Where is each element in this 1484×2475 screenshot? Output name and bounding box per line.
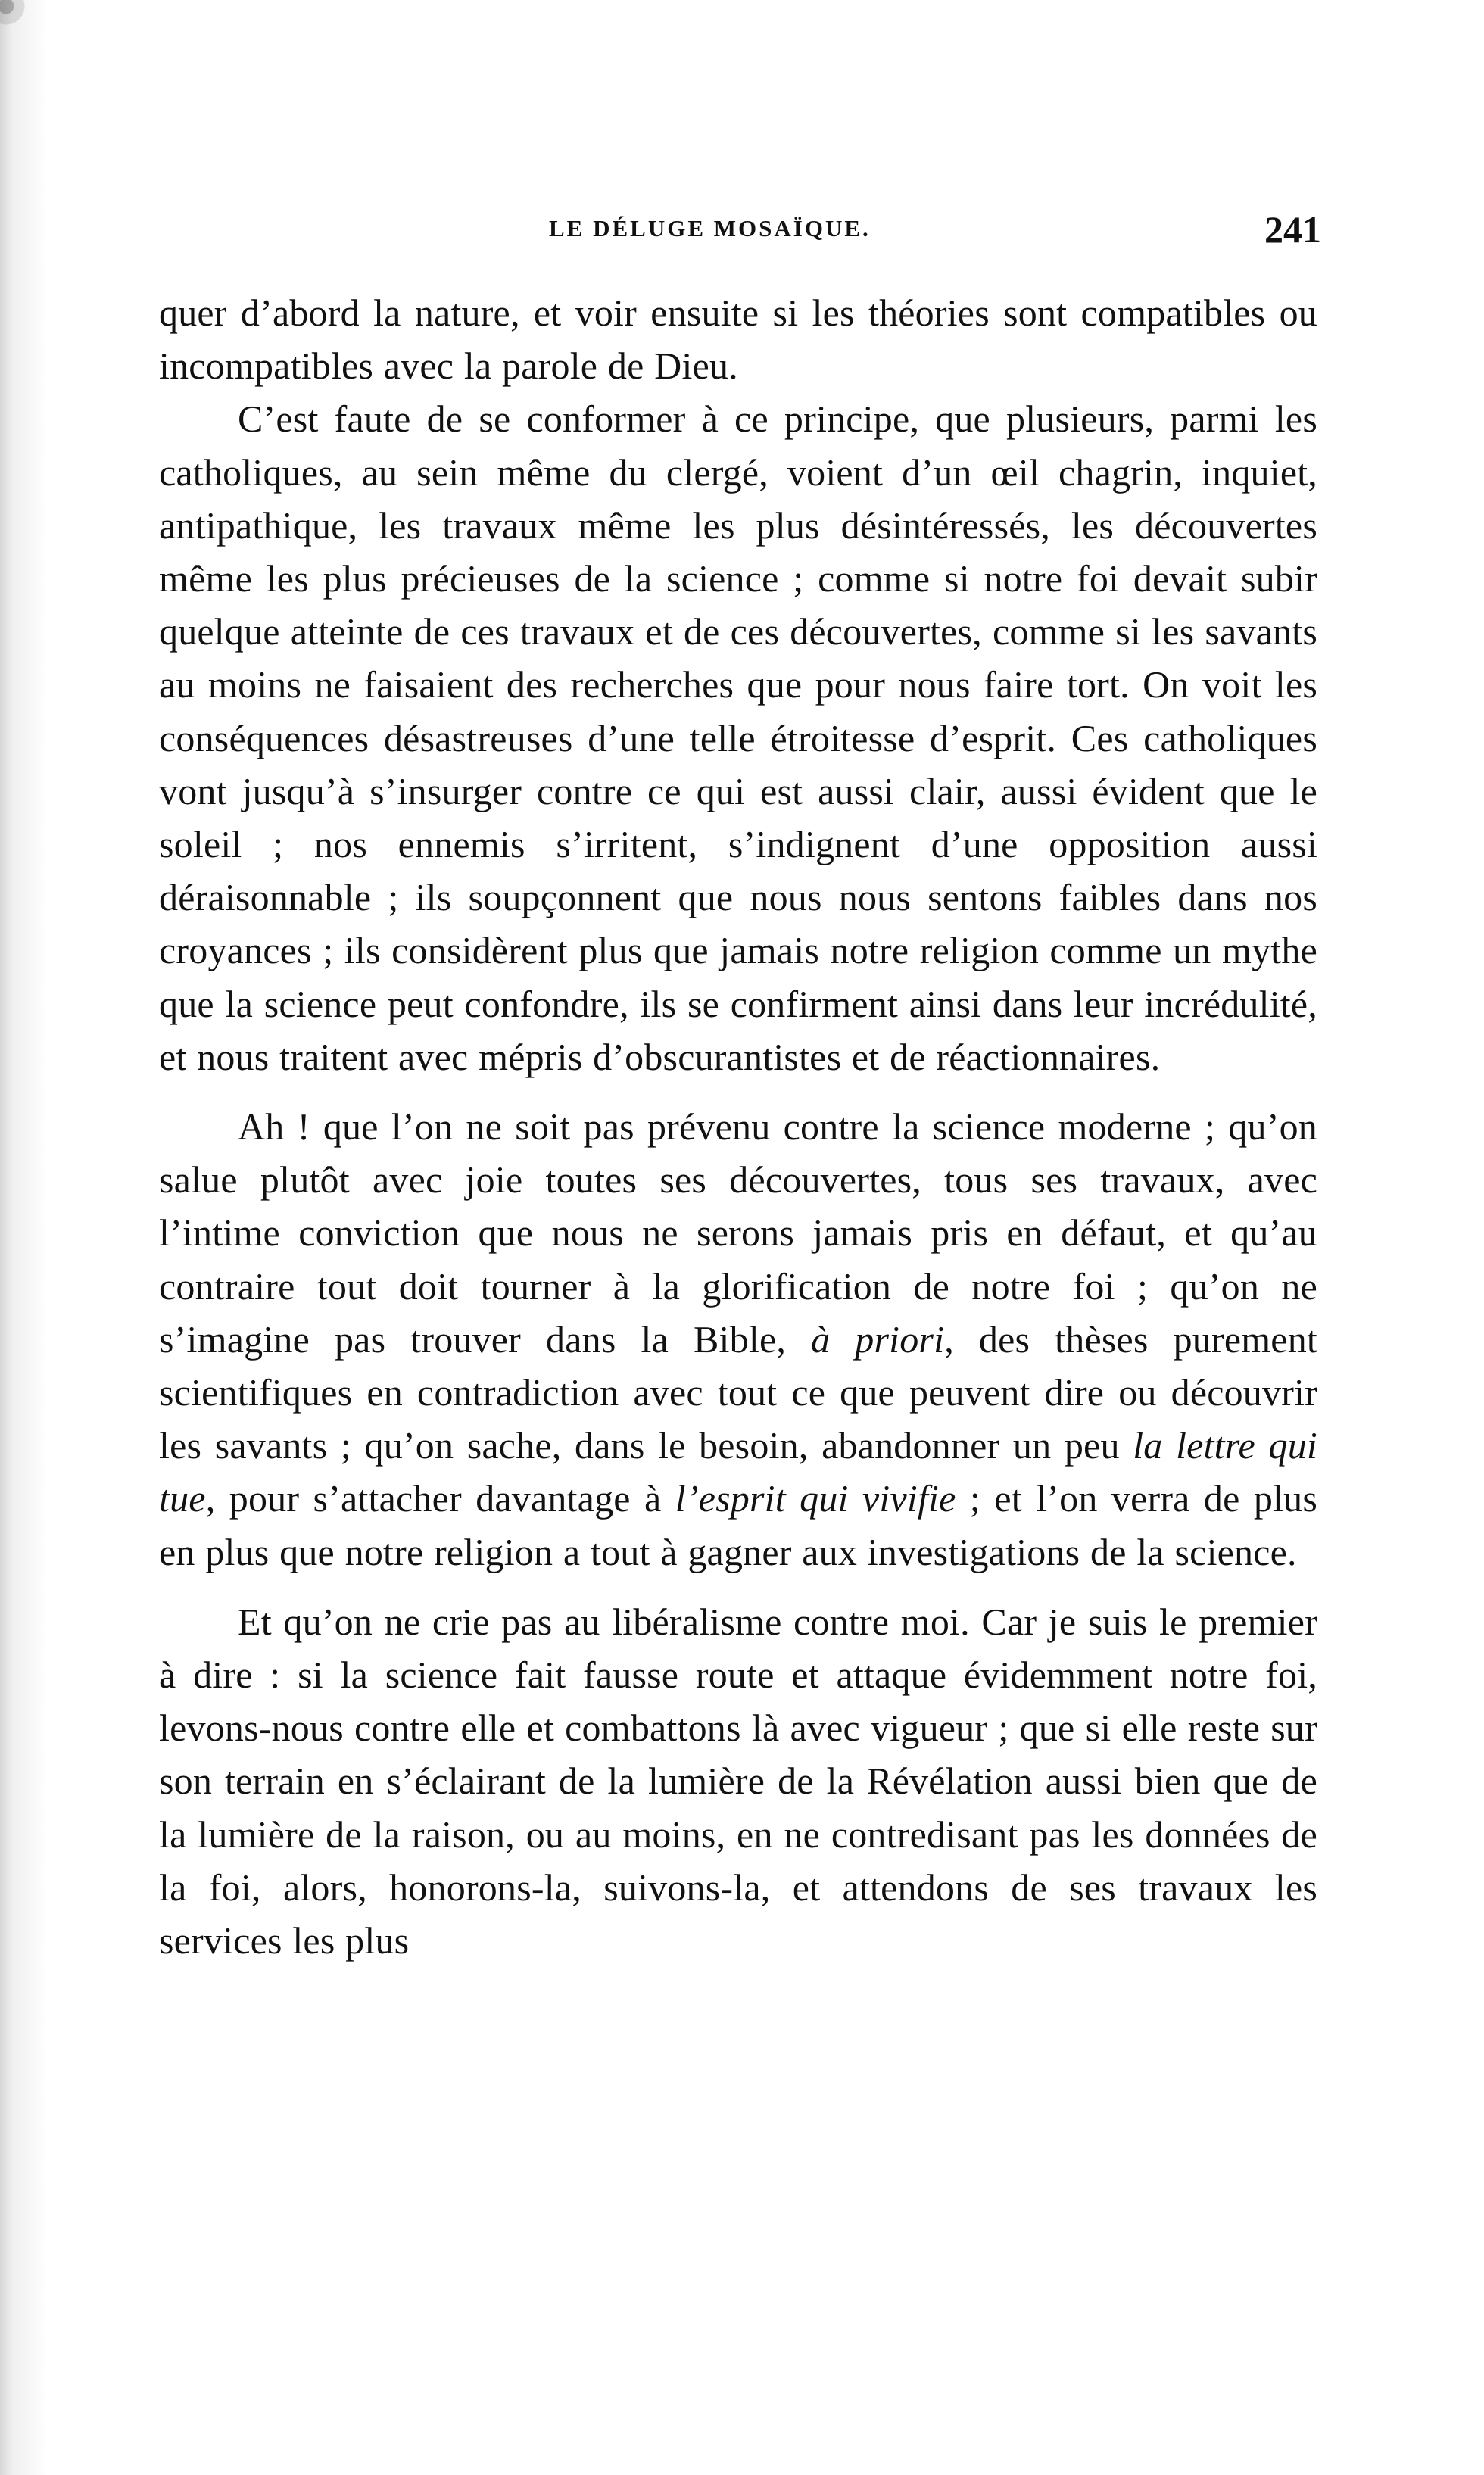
running-head: LE DÉLUGE MOSAÏQUE. [549, 215, 871, 242]
paragraph-continuation: quer d’abord la nature, et voir ensuite si les théories sont compatibles ou incompatibles avec la parole de Dieu. [159, 291, 1317, 388]
paragraph-text-segment: , pour s’attacher davantage à [205, 1477, 675, 1520]
paragraph-liberalisme: Et qu’on ne crie pas au libéralisme contre moi. Car je suis le premier à dire : si la science fait fausse route et attaque évidemment notre foi, levons-nous contre elle et combattons là avec vigueur ; que si elle reste sur son terrain en s’éclairant de la lumière de la Révélation aussi bien que de la lumière de la raison, ou au moins, en ne contredisant pas les données de la foi, alors, honorons-la, suivons-la, et attendons de ses travaux les services les plus [159, 1600, 1317, 1962]
paragraph-science-moderne [159, 1100, 1317, 1579]
italic-a-priori: à priori [811, 1317, 945, 1361]
paragraph-text-segment: Ah ! que l’on ne soit pas prévenu contre la science moderne ; qu’on salue plutôt avec joie toutes ses découvertes, tous ses travaux, avec l’intime conviction que nous ne serons jamais pris en défaut, et qu’au contraire tout doit tourner à la glorification de notre foi ; qu’on ne s’imagine pas trouver dans la Bible, [159, 1105, 1317, 1361]
paragraph-text-segment: ; et l’on verra de plus en plus que notre religion a tout à gagner aux investigations de la science. [159, 1477, 1318, 1573]
scan-edge-shadow [0, 0, 47, 2475]
paragraph-faute-principe: C’est faute de se conformer à ce principe, que plusieurs, parmi les catholiques, au sein même du clergé, voient d’un œil chagrin, inquiet, antipathique, les travaux même les plus désintéressés, les découvertes même les plus précieuses de la science ; comme si notre foi devait subir quelque atteinte de ces travaux et de ces découvertes, comme si les savants au moins ne faisaient des recherches que pour nous faire tort. On voit les conséquences désastreuses d’une telle étroitesse d’esprit. Ces catholiques vont jusqu’à s’insurger contre ce qui est aussi clair, aussi évident que le soleil ; nos ennemis s’irritent, s’indignent d’une opposition aussi déraisonnable ; ils soupçonnent que nous nous sentons faibles dans nos croyances ; ils considèrent plus que jamais notre religion comme un mythe que la science peut confondre, ils se confirment ainsi dans leur incrédulité, et nous traitent avec mépris d’obscurantistes et de réactionnaires. [159, 397, 1317, 1078]
page-header [549, 210, 1321, 252]
page-number: 241 [1264, 208, 1321, 251]
page-corner-mark [0, 0, 55, 55]
italic-lettre-qui-tue: la lettre qui tue [159, 1424, 1317, 1520]
paragraph-text-segment: , des thèses purement scientifiques en contradiction avec tout ce que peuvent dire ou découvrir les savants ; qu’on sache, dans le besoin, abandonner un peu [159, 1317, 1317, 1467]
italic-esprit-qui-vivifie: l’esprit qui vivifie [675, 1477, 956, 1520]
body-text [159, 286, 1317, 1967]
